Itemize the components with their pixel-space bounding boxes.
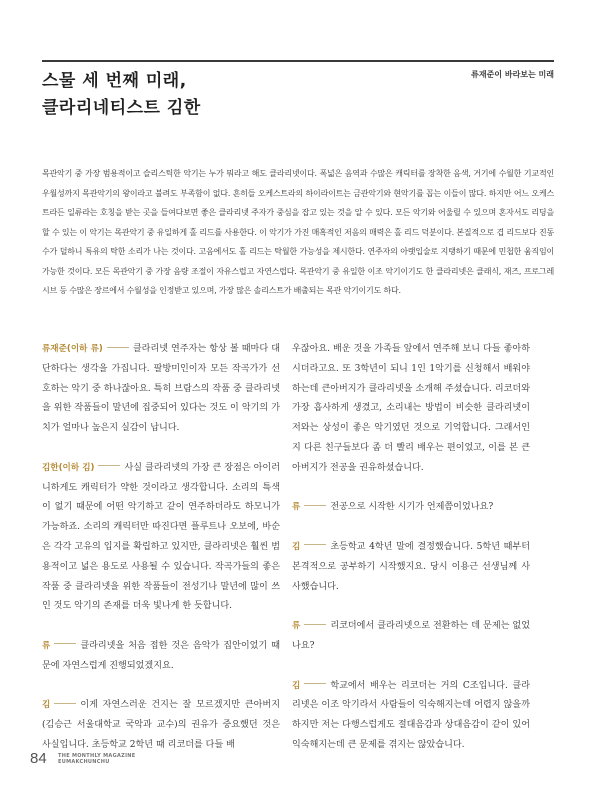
speaker-divider	[304, 683, 326, 684]
interview-column-left	[42, 340, 280, 776]
qa-text: 리코더에서 클라리넷으로 전환하는 데 문제는 없었나요?	[292, 621, 530, 651]
intro-paragraph: 목관악기 중 가장 범용적이고 슬리스틱한 악기는 누가 뭐라고 해도 클라리넷이다. 폭넓은 음역과 수많은 캐릭터를 장착한 음색, 거기에 수월한 기교적인 우월성까지 목관악기의 왕이라고 불려도 부족함이 없다. 흔히들 오케스트라의 하이라이트는 금관악기와 현악기를 꼽는 이들이 많다. 하지만 어느 오케스트라든 일류라는 호칭을 받는 곳을 들여다보면 좋은 클라리넷 주자가 중심을 잡고 있는 것을 알 수 있다. 모든 악기와 어울릴 수 있으며 혼자서도 리딩을 할 수 있는 이 악기는 목관악기 중 유일하게 홀 리드를 사용한다. 이 악기가 가진 매혹적인 저음의 매력은 홀 리드 덕분이다. 본질적으로 겹 리드보다 진동수가 덜하니 특유의 탁한 소리가 나는 것이다. 고음에서도 홀 리드는 탁월한 가능성을 제시한다. 연주자의 아랫입술로 지탱하기 때문에 민첩한 움직임이 가능한 것이다. 모든 목관악기 중 가장 음량 조절이 자유스럽고 자연스럽다. 목관악기 중 유일한 이조 악기이기도 한 클라리넷은 클래식, 재즈, 프로그레시브 등 수많은 장르에서 수월성을 인정받고 있으며, 가장 많은 솔리스트가 배출되는 목관 악기이기도 하다.	[42, 169, 554, 295]
qa-paragraph	[292, 677, 530, 756]
qa-paragraph	[292, 617, 530, 657]
header-rule	[42, 60, 554, 62]
speaker-divider	[107, 347, 129, 348]
speaker-label: 김	[42, 700, 51, 711]
qa-paragraph	[292, 498, 530, 518]
speaker-label: 류재준(이하 류)	[42, 344, 103, 354]
speaker-label: 김	[292, 541, 301, 552]
article-header	[42, 60, 554, 126]
qa-text: 이게 자연스러운 건지는 잘 모르겠지만 큰아버지(김승근 서울대학교 국악과 교수)의 권유가 중요했던 것은 사실입니다. 초등학교 2학년 때 리코더를 다들 배	[42, 700, 280, 750]
qa-paragraph	[42, 637, 280, 677]
speaker-divider	[304, 505, 326, 506]
qa-paragraph	[42, 340, 280, 439]
magazine-name-line1: THE MONTHLY MAGAZINE	[58, 753, 136, 759]
speaker-divider	[304, 624, 326, 625]
speaker-divider	[54, 703, 76, 704]
qa-paragraph	[42, 696, 280, 755]
article-title-line1: 스물 세 번째 미래,	[42, 71, 187, 91]
qa-paragraph	[292, 340, 530, 479]
qa-paragraph	[292, 538, 530, 597]
qa-text: 전공으로 시작한 시기가 언제쯤이었나요?	[330, 502, 494, 513]
qa-text: 우잖아요. 배운 것을 가족들 앞에서 연주해 보니 다들 좋아하시더라고요. 또 3학년이 되니 1인 1악기를 신청해서 배워야 하는데 큰아버지가 클라리넷을 소개해 주셨습니다. 리코더와 가장 흡사하게 생겼고, 소리내는 방법이 비슷한 클라리넷이 저와는 상성이 좋은 악기였던 것으로 기억합니다. 그래서인지 다른 친구들보다 좀 더 빨리 배우는 편이었고, 이를 본 큰아버지가 전공을 권유하셨습니다.	[292, 344, 530, 473]
speaker-label: 김한(이하 김)	[42, 462, 95, 473]
qa-text: 학교에서 배우는 리코더는 거의 C조입니다. 클라리넷은 이조 악기라서 사람들이 익숙해지는데 어렵지 않을까 하지만 저는 다행스럽게도 절대음감과 상대음감이 같이 있어 익숙해지는데 큰 문제를 겪지는 않았습니다.	[292, 680, 530, 750]
section-label: 류재준이 바라보는 미래	[471, 70, 554, 79]
qa-text: 클라리넷을 처음 접한 것은 음악가 집안이었기 때문에 자연스럽게 진행되었겠지요.	[42, 640, 280, 671]
magazine-name-line2: EUMAKCHUNCHU	[58, 759, 110, 765]
speaker-label: 류	[42, 640, 51, 651]
magazine-name	[58, 753, 135, 765]
article-title-line2: 클라리네티스트 김한	[42, 98, 201, 118]
speaker-divider	[54, 643, 76, 644]
qa-paragraph	[42, 459, 280, 617]
speaker-divider	[98, 465, 120, 466]
interview-column-right	[292, 340, 530, 776]
speaker-label: 류	[292, 502, 301, 513]
qa-text: 클라리넷 연주자는 항상 볼 때마다 대단하다는 생각을 가집니다. 팔방미인이자 모든 작곡가가 선호하는 악기 중 하나잖아요. 특히 브람스의 작품 중 클라리넷을 위한 작품들이 말년에 집중되어 있다는 것도 이 악기의 가치가 얼마나 높은지 실감이 납니다.	[42, 344, 280, 434]
page-number: 84	[30, 750, 47, 767]
page-footer	[30, 750, 230, 774]
speaker-label: 류	[292, 621, 301, 632]
speaker-divider	[304, 544, 326, 545]
qa-text: 초등학교 4학년 말에 결정했습니다. 5학년 때부터 본격적으로 공부하기 시작했지요. 당시 이용근 선생님께 사사했습니다.	[292, 541, 530, 592]
qa-text: 사실 클라리넷의 가장 큰 장점은 아이러니하게도 캐릭터가 약한 것이라고 생각합니다. 소리의 특색이 없기 때문에 어떤 악기하고 같이 연주하더라도 하모니가 가능하죠. 소리의 캐릭터만 따진다면 플루트나 오보에, 바순은 각각 고유의 입지를 확립하고 있지만, 클라리넷은 훨씬 범용적이고 넓은 용도로 사용될 수 있습니다. 작곡가들의 좋은 작품 중 클라리넷을 위한 작품들이 전성기나 말년에 많이 쓰인 것도 악기의 존재를 더욱 빛나게 한 듯합니다.	[42, 462, 280, 612]
speaker-label: 김	[292, 680, 301, 691]
